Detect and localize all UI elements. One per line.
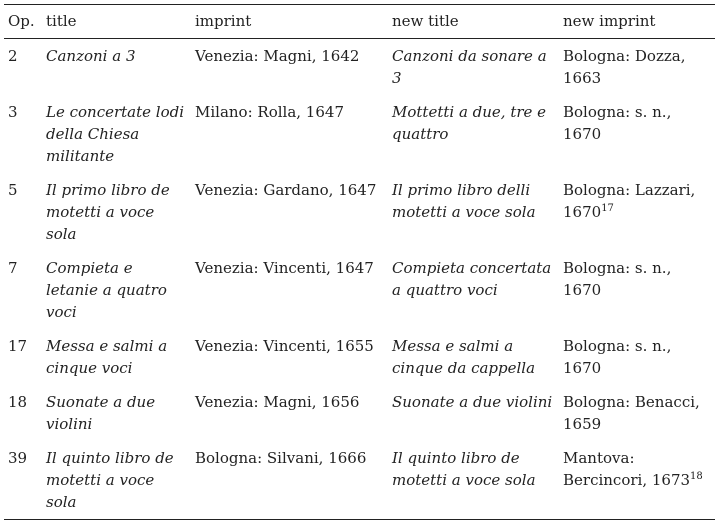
header-new-title: new title xyxy=(392,12,459,30)
table-row xyxy=(4,39,715,96)
header-imprint: imprint xyxy=(195,12,252,30)
header-row xyxy=(4,5,715,39)
cell-imprint: Venezia: Magni, 1656 xyxy=(195,393,360,411)
opus-table xyxy=(4,4,715,520)
cell-new-imprint xyxy=(559,39,715,96)
cell-op: 3 xyxy=(8,103,18,121)
cell-new-imprint xyxy=(559,251,715,329)
cell-op: 5 xyxy=(8,181,18,199)
cell-title: Il quinto libro de motetti a voce sola xyxy=(46,449,174,511)
cell-title: Compieta e letanie a quatro voci xyxy=(46,259,167,321)
new-imprint-text: Bologna: Lazzari, 1670 xyxy=(563,181,696,221)
cell-new-imprint xyxy=(559,95,715,173)
cell-imprint: Venezia: Vincenti, 1655 xyxy=(195,337,374,355)
cell-new-imprint xyxy=(559,385,715,441)
cell-imprint: Venezia: Gardano, 1647 xyxy=(195,181,377,199)
footnote-ref: 18 xyxy=(690,471,703,482)
cell-new-imprint xyxy=(559,329,715,385)
header-title: title xyxy=(46,12,77,30)
table-row xyxy=(4,173,715,251)
cell-op: 18 xyxy=(8,393,28,411)
cell-op: 39 xyxy=(8,449,28,467)
cell-new-title: Canzoni da sonare a 3 xyxy=(392,47,547,87)
cell-title: Le concertate lodi della Chiesa militante xyxy=(46,103,185,165)
new-imprint-text: Bologna: s. n., 1670 xyxy=(563,337,672,377)
cell-title: Suonate a due violini xyxy=(46,393,156,433)
header-op: Op. xyxy=(8,12,35,30)
table-row xyxy=(4,441,715,520)
cell-title: Canzoni a 3 xyxy=(46,47,136,65)
new-imprint-text: Bologna: s. n., 1670 xyxy=(563,259,672,299)
cell-new-imprint xyxy=(559,173,715,251)
cell-imprint: Milano: Rolla, 1647 xyxy=(195,103,344,121)
cell-new-title: Suonate a due violini xyxy=(392,393,553,411)
new-imprint-text: Bologna: Benacci, 1659 xyxy=(563,393,700,433)
cell-new-title: Mottetti a due, tre e quattro xyxy=(392,103,547,143)
cell-op: 17 xyxy=(8,337,28,355)
table-row xyxy=(4,251,715,329)
table-row xyxy=(4,329,715,385)
cell-new-title: Messa e salmi a cinque da cappella xyxy=(392,337,536,377)
cell-imprint: Venezia: Vincenti, 1647 xyxy=(195,259,374,277)
cell-imprint: Bologna: Silvani, 1666 xyxy=(195,449,367,467)
cell-title: Messa e salmi a cinque voci xyxy=(46,337,168,377)
table-row xyxy=(4,385,715,441)
footnote-ref: 17 xyxy=(601,203,614,214)
cell-new-imprint xyxy=(559,441,715,520)
new-imprint-text: Bologna: s. n., 1670 xyxy=(563,103,672,143)
cell-imprint: Venezia: Magni, 1642 xyxy=(195,47,360,65)
cell-new-title: Il quinto libro de motetti a voce sola xyxy=(392,449,536,489)
cell-new-title: Compieta concertata a quattro voci xyxy=(392,259,552,299)
new-imprint-text: Bologna: Dozza, 1663 xyxy=(563,47,686,87)
cell-new-title: Il primo libro delli motetti a voce sola xyxy=(392,181,536,221)
cell-op: 2 xyxy=(8,47,18,65)
cell-title: Il primo libro de motetti a voce sola xyxy=(46,181,170,243)
table-row xyxy=(4,95,715,173)
header-new-imprint: new imprint xyxy=(563,12,656,30)
cell-op: 7 xyxy=(8,259,18,277)
new-imprint-text: Mantova: Bercincori, 1673 xyxy=(563,449,691,489)
